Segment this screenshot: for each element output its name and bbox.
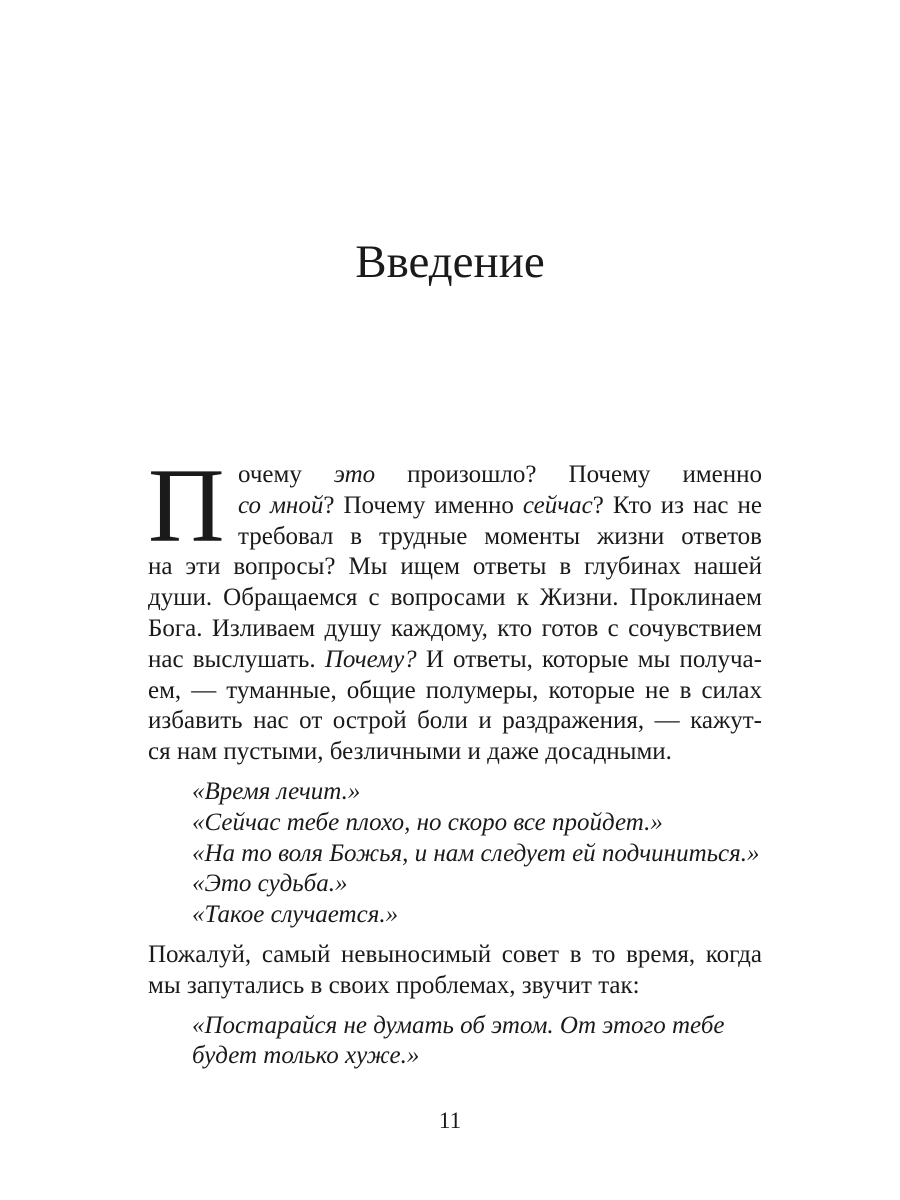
quote-3: «На то воля Божья, и нам следует ей подчиниться.»: [192, 839, 760, 867]
page-number: 11: [438, 1108, 462, 1133]
emphasis-text: со мной: [238, 491, 324, 519]
paragraph-1-line-4: на эти вопросы? Мы ищем ответы в глубинах нашей: [148, 553, 762, 581]
quote-1: «Время лечит.»: [192, 777, 361, 805]
final-quote-line-1: «Постарайся не думать об этом. От этого тебе: [192, 1011, 725, 1039]
paragraph-1-line-2: со мной? Почему именно сейчас? Кто из нас не: [238, 491, 762, 519]
emphasis-text: Почему?: [324, 645, 417, 673]
paragraph-1-line-6: Бога. Изливаем душу каждому, кто готов с сочувствием: [148, 614, 762, 642]
emphasis-text: это: [333, 461, 376, 488]
paragraph-1-line-7: нас выслушать. Почему? И ответы, которые мы получа-: [148, 645, 762, 673]
drop-cap-letter: П: [148, 447, 225, 564]
quote-2: «Сейчас тебе плохо, но скоро все пройдет.»: [192, 808, 663, 836]
paragraph-1-line-5: души. Обращаемся с вопросами к Жизни. Проклинаем: [148, 584, 762, 612]
chapter-text: [148, 447, 762, 1072]
paragraph-1-line-3: требовал в трудные моменты жизни ответов: [238, 522, 762, 550]
paragraph-2-line-2: мы запутались в своих проблемах, звучит так:: [148, 971, 640, 999]
quote-4: «Это судьба.»: [192, 870, 348, 898]
paragraph-2-line-1: Пожалуй, самый невыносимый совет в то время, когда: [148, 940, 762, 968]
final-quote-line-2: будет только хуже.»: [192, 1042, 420, 1070]
chapter-title: Введение: [355, 236, 545, 289]
emphasis-text: сейчас: [522, 491, 593, 519]
quote-5: «Такое случается.»: [192, 901, 399, 929]
paragraph-1-line-9: избавить нас от острой боли и раздражения, — кажут-: [148, 707, 762, 735]
paragraph-1-line-10: ся нам пустыми, безличными и даже досадными.: [148, 738, 672, 766]
paragraph-1-line-8: ем, — туманные, общие полумеры, которые не в силах: [148, 676, 762, 704]
paragraph-1-line-1: очему это произошло? Почему именно: [238, 461, 762, 488]
